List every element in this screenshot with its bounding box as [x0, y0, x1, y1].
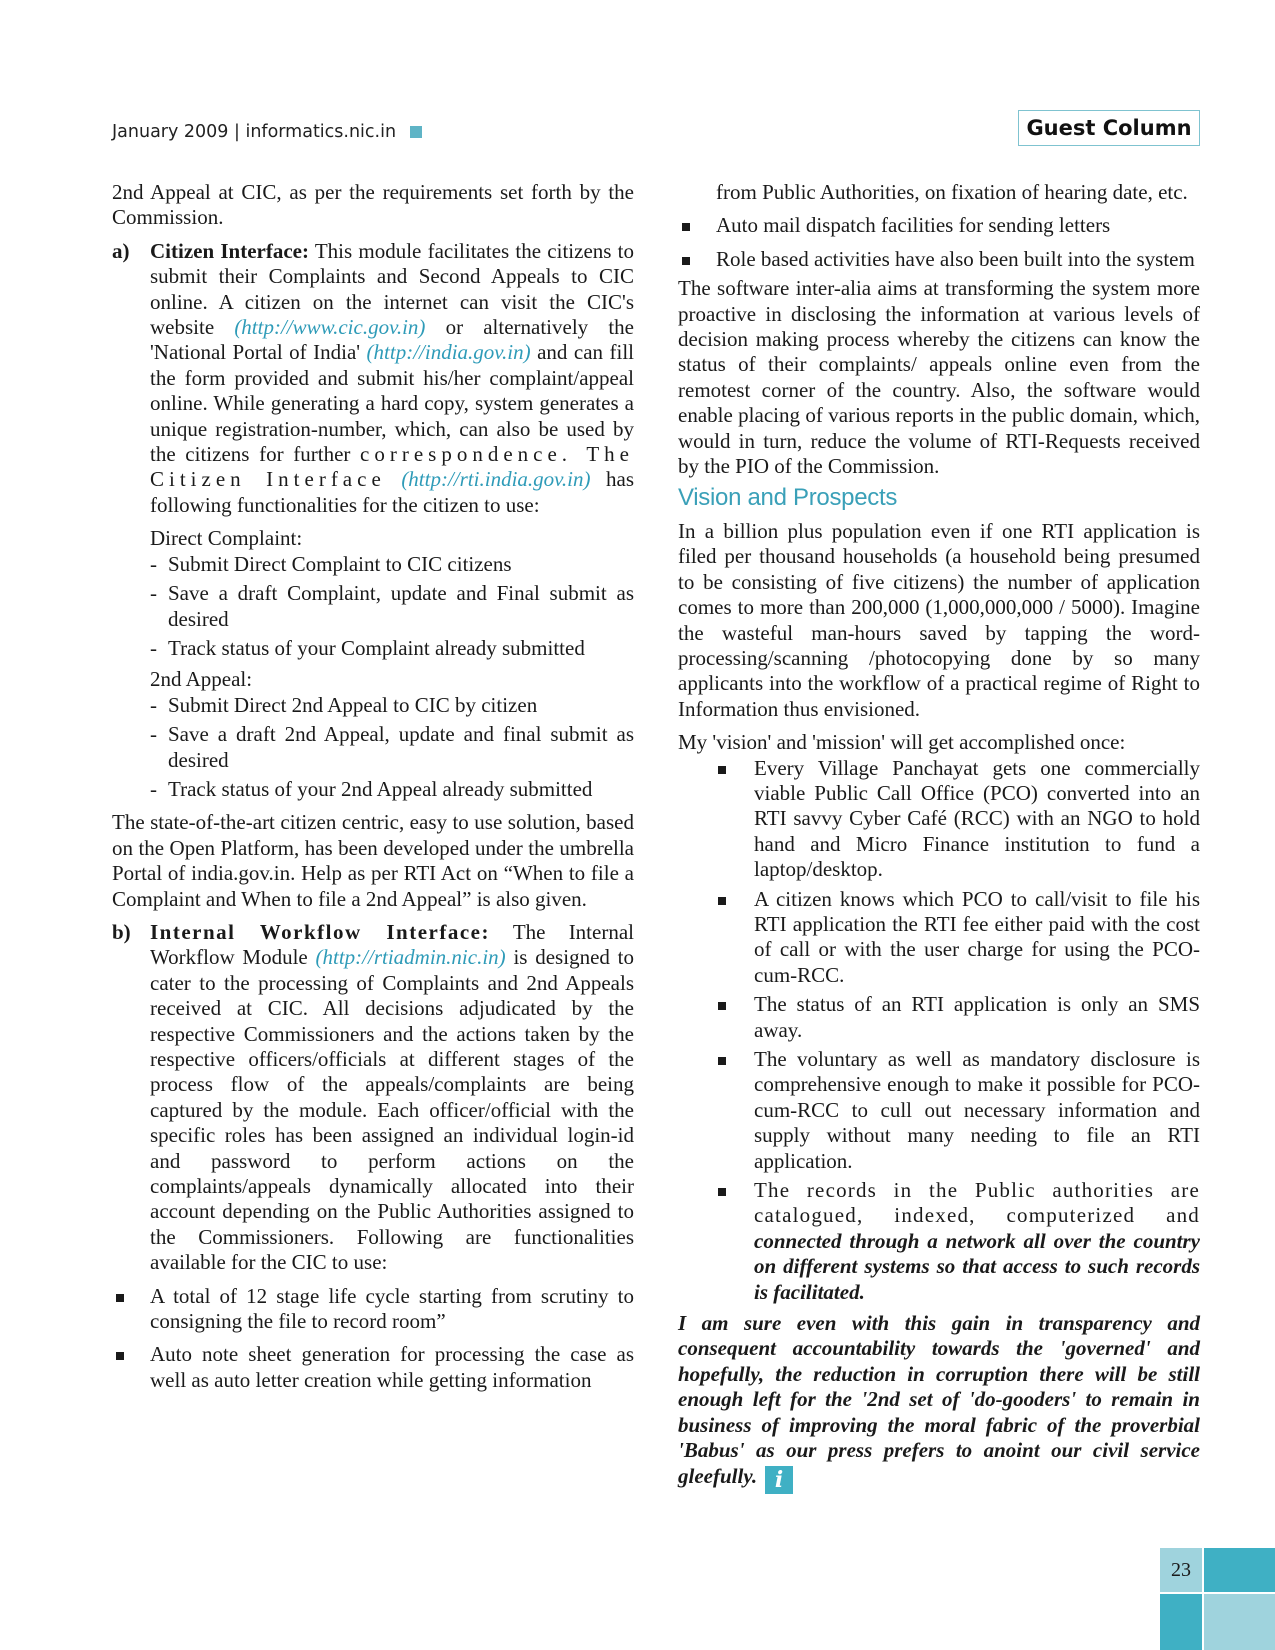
india-portal-link[interactable]: (http://india.gov.in) — [366, 340, 531, 365]
bullet-square-icon — [718, 766, 726, 774]
vision-bullet: Every Village Panchayat gets one commercially viable Public Call Office (PCO) converted into an RTI savvy Cyber Café (RCC) with an NGO to hold hand and Micro Finance institution to fund a laptop/desktop. — [678, 756, 1200, 883]
item-a — [112, 239, 634, 518]
page-number-block — [1160, 1548, 1275, 1650]
item-b-title: Internal Workflow Interface: — [150, 919, 490, 944]
intro-paragraph: 2nd Appeal at CIC, as per the requirements set forth by the Commission. — [112, 180, 634, 230]
info-icon: i — [765, 1466, 793, 1494]
page-number: 23 — [1171, 1559, 1191, 1581]
appeal-item: - Track status of your 2nd Appeal already submitted — [150, 776, 593, 801]
section-title: Guest Column — [1018, 110, 1200, 146]
issue-and-site: January 2009 | informatics.nic.in — [112, 122, 397, 142]
header-left — [112, 122, 422, 142]
left-column — [112, 180, 634, 1393]
second-appeal-label: 2nd Appeal: — [150, 667, 253, 692]
vision-intro: My 'vision' and 'mission' will get accomplished once: — [678, 730, 1126, 755]
rtiadmin-link[interactable]: (http://rtiadmin.nic.in) — [315, 945, 506, 970]
closing-paragraph: I am sure even with this gain in transparency and consequent accountability towards the 'governed' and hopefully, the reduction in corruption there will be still enough left for the '2nd set of 'do-gooders' to remain in business of improving the moral fabric of the proverbial 'Babus' as our press prefers to anoint our civil service gleefully. i — [678, 1311, 1200, 1493]
vision-bullet: The voluntary as well as mandatory disclosure is comprehensive enough to make it possible for PCO-cum-RCC to cull out necessary information and supply without many needing to file an RTI application. — [678, 1047, 1200, 1174]
bullet-item: Auto note sheet generation for processing the case as well as auto letter creation while getting information — [112, 1342, 634, 1393]
bullet-square-icon — [682, 223, 690, 231]
bullet-square-icon — [682, 257, 690, 265]
direct-item: - Submit Direct Complaint to CIC citizens — [150, 551, 512, 576]
bullet-square-icon — [116, 1294, 124, 1302]
bullet-item: A total of 12 stage life cycle starting from scrutiny to consigning the file to record room” — [112, 1284, 634, 1335]
direct-item: - Save a draft Complaint, update and Final submit as desired — [150, 581, 634, 631]
item-b-text-1: The Internal Workflow Module — [150, 919, 634, 970]
software-paragraph: The software inter-alia aims at transforming the system more proactive in disclosing the information at various levels of decision making process whereby the citizens can know the status of their complaints/ appeals online even from the remotest corner of the country. Also, the software would enable placing of various reports in the public domain, which, would in turn, reduce the volume of RTI-Requests received by the PIO of the Commission. — [678, 276, 1200, 479]
vision-bullet: The records in the Public authorities are catalogued, indexed, computerized and connected through a network all over the country on different systems so that access to such records is facilitated. — [678, 1178, 1200, 1305]
header-square-icon — [410, 126, 422, 138]
item-a-title: Citizen Interface: — [150, 238, 309, 263]
vision-bullet: A citizen knows which PCO to call/visit to file his RTI application the RTI fee either paid with the cost of call or with the user charge for using the PCO-cum-RCC. — [678, 887, 1200, 989]
item-b-label: b) — [112, 919, 131, 944]
item-a-text-4: has following functionalities for the citizen to use: — [150, 467, 635, 517]
item-b — [112, 920, 634, 1276]
item-a-text-1: This module facilitates the citizens to submit their Complaints and Second Appeals to CIC online. A citizen on the internet can visit the CIC's website — [150, 238, 634, 340]
state-of-the-art-paragraph: The state-of-the-art citizen centric, easy to use solution, based on the Open Platform, has been developed under the umbrella Portal of india.gov.in. Help as per RTI Act on “When to file a Complaint and When to file a 2nd Appeal” is also given. — [112, 810, 634, 911]
cic-link[interactable]: (http://www.cic.gov.in) — [234, 315, 426, 340]
bullet-square-icon — [718, 1188, 726, 1196]
item-b-text-2: is designed to cater to the processing of Complaints and 2nd Appeals received at CIC. All decisions adjudicated by the respective Commissioners and the actions taken by the respective officers/officials at different stages of the process flow of the appeals/complaints are being captured by the module. Each officer/official with the specific roles has been assigned an individual login-id and password to perform actions on the complaints/appeals dynamically allocated into their account depending on the Public Authorities assigned to the Commissioners. Following are functionalities available for the CIC to use: — [150, 945, 634, 1275]
vision-bullet: The status of an RTI application is only an SMS away. — [678, 992, 1200, 1043]
bullet-square-icon — [116, 1352, 124, 1360]
bullet-square-icon — [718, 897, 726, 905]
item-a-spread-text: correspondence. The Citizen Interface — [150, 442, 634, 492]
item-a-label: a) — [112, 238, 130, 263]
appeal-item: - Save a draft 2nd Appeal, update and final submit as desired — [150, 722, 634, 772]
continued-text: from Public Authorities, on fixation of hearing date, etc. — [716, 180, 1188, 204]
item-a-text-2: or alternatively the 'National Portal of India' — [150, 315, 634, 365]
bullet-item: Role based activities have also been built into the system — [678, 247, 1200, 272]
bullet-square-icon — [718, 1057, 726, 1065]
billion-paragraph: In a billion plus population even if one RTI application is filed per thousand households (a household being presumed to be consisting of five citizens) the number of application comes to more than 200,000 (1,000,000,000 / 5000). Imagine the wasteful man-hours saved by tapping the word-processing/scanning /photocopying done by so many applicants into the workflow of a practical regime of Right to Information thus envisioned. — [678, 518, 1200, 721]
section-heading: Vision and Prospects — [678, 484, 898, 512]
direct-complaint-label: Direct Complaint: — [150, 526, 303, 551]
bullet-square-icon — [718, 1002, 726, 1010]
right-column — [678, 180, 1200, 1494]
appeal-item: - Submit Direct 2nd Appeal to CIC by citizen — [150, 692, 538, 717]
bullet-item: Auto mail dispatch facilities for sending letters — [678, 213, 1200, 238]
direct-item: - Track status of your Complaint already submitted — [150, 635, 585, 660]
rti-india-link[interactable]: (http://rti.india.gov.in) — [401, 467, 591, 492]
item-a-text-3: and can fill the form provided and submit his/her complaint/appeal online. While generating a hard copy, system generates a unique registration-number, which, can also be used by the citizens for further — [150, 340, 634, 467]
page-header — [112, 110, 1200, 150]
